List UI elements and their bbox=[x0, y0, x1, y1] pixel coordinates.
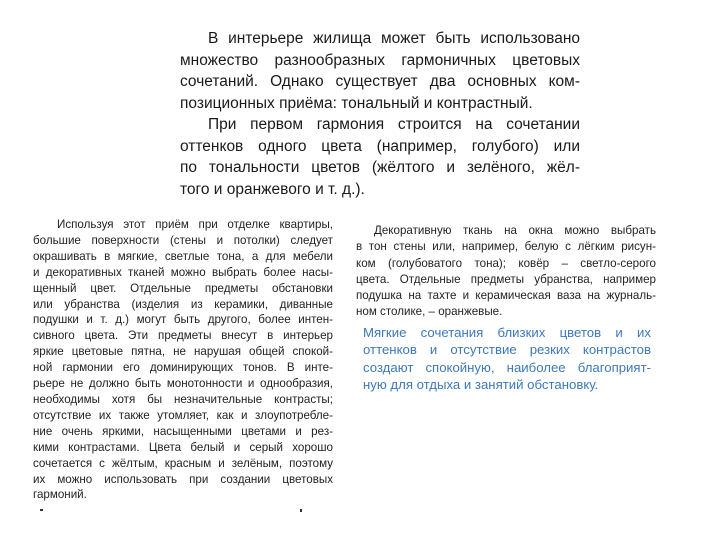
text-line: При первом гармония строится на сочетании bbox=[208, 116, 580, 133]
scan-artifact bbox=[40, 509, 43, 511]
text-line: оттенков и отсутствие резких контрастов bbox=[363, 342, 651, 358]
text-line: Мягкие сочетания близких цветов и их bbox=[363, 325, 651, 340]
left-column-paragraph bbox=[33, 217, 333, 503]
text-line: множество разнообразных гармоничных цветовых bbox=[180, 51, 580, 69]
text-line: их можно использовать при создании цветовых bbox=[33, 472, 333, 486]
text-line: ком (голубоватого тона); ковёр – светло-серого bbox=[356, 256, 656, 270]
text-line: сочетаний. Однако существует два основных ком- bbox=[180, 73, 580, 90]
text-line: кими контрастами. Цвета белый и серый хорошо bbox=[33, 440, 333, 454]
text-line: сочетается с жёлтым, красным и зелёным, поэтому bbox=[33, 456, 333, 470]
text-line: щенный цвет. Отдельные предметы обстановки bbox=[33, 281, 333, 295]
text-line: или убранства (изделия из керамики, диванные bbox=[33, 297, 333, 311]
text-line: подушки и т. д.) могут быть другого, более интен- bbox=[33, 313, 333, 327]
text-line: гармоний. bbox=[33, 488, 87, 502]
text-line: ние очень яркими, насыщенными цветами и рез- bbox=[33, 424, 333, 438]
text-line: в тон стены или, например, белую с лёгким рисун- bbox=[356, 240, 656, 254]
text-line: ной гармонии его доминирующих тонов. В инте- bbox=[33, 361, 333, 375]
text-line: ную для отдыха и занятий обстановку. bbox=[363, 376, 599, 392]
highlighted-quote bbox=[363, 324, 651, 393]
text-line: оттенков одного цвета (например, голубого) или bbox=[180, 137, 580, 155]
scan-artifact bbox=[300, 509, 302, 512]
text-line: создают спокойную, наиболее благоприят- bbox=[363, 359, 651, 375]
text-line: В интерьере жилища может быть использовано bbox=[208, 30, 580, 47]
top-paragraph bbox=[180, 28, 580, 200]
text-line: необходимы хотя бы незначительные контрасты; bbox=[33, 392, 333, 406]
text-line: отсутствие их также утомляет, как и злоупотребле- bbox=[33, 408, 333, 422]
text-line: окрашивать в мягкие, светлые тона, а для мебели bbox=[33, 249, 333, 263]
text-line: сивного цвета. Эти предметы внесут в интерьер bbox=[33, 329, 333, 343]
right-column-paragraph bbox=[356, 223, 656, 321]
text-line: Декоративную ткань на окна можно выбрать bbox=[374, 224, 656, 237]
text-line: по тональности цветов (жёлтого и зелёного, жёл- bbox=[180, 159, 580, 176]
text-line: того и оранжевого и т. д.). bbox=[180, 180, 365, 198]
text-line: подушка на тахте и керамическая ваза на журналь- bbox=[356, 289, 656, 303]
text-line: Используя этот приём при отделке квартиры, bbox=[57, 218, 333, 231]
text-line: большие поверхности (стены и потолки) следует bbox=[33, 233, 333, 247]
text-line: яркие цветовые пятна, не нарушая общей спокой- bbox=[33, 345, 333, 359]
text-line: цвета. Отдельные предметы убранства, например bbox=[356, 272, 656, 286]
text-line: и декоративных тканей можно выбрать более насы- bbox=[33, 265, 333, 279]
text-line: позиционных приёма: тональный и контрастный. bbox=[180, 94, 533, 112]
text-line: ном столике, – оранжевые. bbox=[356, 305, 503, 319]
text-line: рьере не должно быть монотонности и однообразия, bbox=[33, 377, 333, 391]
